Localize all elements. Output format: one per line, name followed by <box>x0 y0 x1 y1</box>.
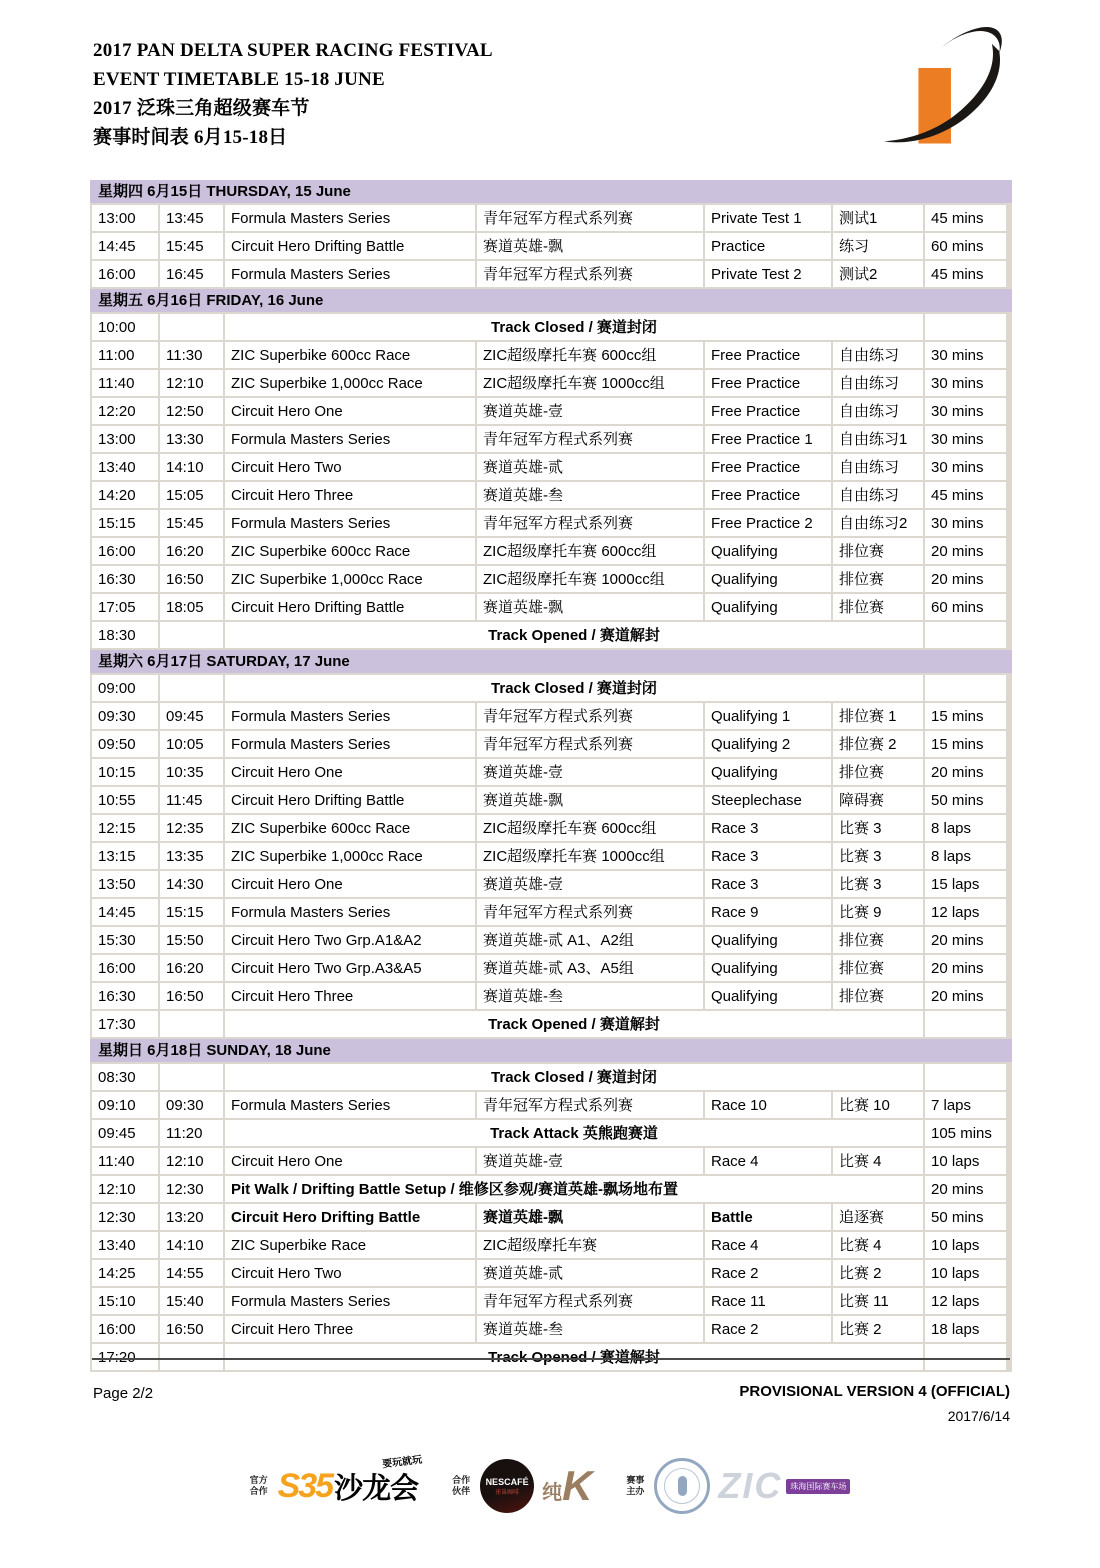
event-name-en: ZIC Superbike 1,000cc Race <box>225 370 475 396</box>
event-name-en: Formula Masters Series <box>225 1288 475 1314</box>
duration: 10 laps <box>925 1260 1006 1286</box>
end-time: 18:05 <box>160 594 223 620</box>
session-name-cn: 排位赛 <box>833 955 923 981</box>
event-name-cn: ZIC超级摩托车赛 <box>477 1232 703 1258</box>
event-name-cn: 赛道英雄-壹 <box>477 759 703 785</box>
start-time: 14:45 <box>92 233 158 259</box>
start-time: 12:10 <box>92 1176 158 1202</box>
end-time: 15:40 <box>160 1288 223 1314</box>
session-name-en: Race 9 <box>705 899 831 925</box>
session-name-en: Qualifying <box>705 759 831 785</box>
start-time: 13:15 <box>92 843 158 869</box>
event-name-cn: 青年冠军方程式系列赛 <box>477 510 703 536</box>
start-time: 09:30 <box>92 703 158 729</box>
session-name-en: Qualifying 2 <box>705 731 831 757</box>
duration <box>925 622 1006 648</box>
event-name-cn: 青年冠军方程式系列赛 <box>477 703 703 729</box>
event-name-cn: ZIC超级摩托车赛 600cc组 <box>477 815 703 841</box>
session-name-cn: 自由练习 <box>833 454 923 480</box>
event-name-en: Circuit Hero One <box>225 398 475 424</box>
start-time: 16:30 <box>92 566 158 592</box>
session-name-cn: 比赛 9 <box>833 899 923 925</box>
duration: 10 laps <box>925 1232 1006 1258</box>
event-name-cn: ZIC超级摩托车赛 1000cc组 <box>477 566 703 592</box>
start-time: 16:00 <box>92 261 158 287</box>
start-time: 13:40 <box>92 1232 158 1258</box>
event-name-cn: 青年冠军方程式系列赛 <box>477 261 703 287</box>
session-name-en: Qualifying <box>705 566 831 592</box>
session-name-cn: 比赛 3 <box>833 871 923 897</box>
start-time: 11:00 <box>92 342 158 368</box>
session-name-en: Private Test 1 <box>705 205 831 231</box>
duration: 45 mins <box>925 261 1006 287</box>
start-time: 14:45 <box>92 899 158 925</box>
event-name-cn: ZIC超级摩托车赛 1000cc组 <box>477 843 703 869</box>
event-name-en: ZIC Superbike 1,000cc Race <box>225 566 475 592</box>
session-name-en: Free Practice <box>705 370 831 396</box>
title-line-en-1: 2017 PAN DELTA SUPER RACING FESTIVAL <box>93 40 493 61</box>
organizer-label: 赛事主办 <box>626 1475 645 1496</box>
session-name-cn: 自由练习 <box>833 482 923 508</box>
session-name-en: Race 2 <box>705 1260 831 1286</box>
session-name-en: Free Practice 1 <box>705 426 831 452</box>
event-name-cn: 青年冠军方程式系列赛 <box>477 731 703 757</box>
duration: 20 mins <box>925 955 1006 981</box>
end-time: 12:10 <box>160 370 223 396</box>
title-line-cn-1: 2017 泛珠三角超级赛车节 <box>93 98 310 119</box>
session-name-cn: 障碍赛 <box>833 787 923 813</box>
event-name-cn: 赛道英雄-贰 <box>477 1260 703 1286</box>
event-name-en: Circuit Hero One <box>225 871 475 897</box>
end-time <box>160 622 223 648</box>
event-name-en: ZIC Superbike 1,000cc Race <box>225 843 475 869</box>
duration: 60 mins <box>925 594 1006 620</box>
document-title <box>93 36 493 152</box>
session-name-en: Practice <box>705 233 831 259</box>
event-name-cn: 赛道英雄-贰 A1、A2组 <box>477 927 703 953</box>
session-name-en: Private Test 2 <box>705 261 831 287</box>
end-time: 12:50 <box>160 398 223 424</box>
session-name-cn: 比赛 3 <box>833 843 923 869</box>
duration: 50 mins <box>925 787 1006 813</box>
event-name-en: ZIC Superbike 600cc Race <box>225 815 475 841</box>
event-name-en: Circuit Hero Drifting Battle <box>225 787 475 813</box>
start-time: 17:20 <box>92 1344 158 1370</box>
event-name-en: Circuit Hero Three <box>225 482 475 508</box>
zic-letters: ZIC <box>718 1465 783 1506</box>
end-time: 15:45 <box>160 510 223 536</box>
salon-name: 沙龙会 <box>334 1472 419 1505</box>
session-name-en: Race 3 <box>705 871 831 897</box>
session-name-cn: 排位赛 <box>833 927 923 953</box>
end-time <box>160 675 223 701</box>
duration: 20 mins <box>925 983 1006 1009</box>
event-name-cn: 赛道英雄-贰 <box>477 454 703 480</box>
event-name-en: Circuit Hero Drifting Battle <box>225 1204 475 1230</box>
duration: 30 mins <box>925 342 1006 368</box>
session-name-cn: 比赛 4 <box>833 1148 923 1174</box>
end-time: 13:35 <box>160 843 223 869</box>
end-time: 16:45 <box>160 261 223 287</box>
session-name-cn: 比赛 10 <box>833 1092 923 1118</box>
start-time: 09:00 <box>92 675 158 701</box>
duration: 20 mins <box>925 927 1006 953</box>
start-time: 13:00 <box>92 426 158 452</box>
start-time: 15:15 <box>92 510 158 536</box>
footer-divider <box>92 1358 1010 1360</box>
start-time: 16:30 <box>92 983 158 1009</box>
event-name-en: Circuit Hero Drifting Battle <box>225 594 475 620</box>
duration: 50 mins <box>925 1204 1006 1230</box>
zic-badge: 珠海国际赛车场 <box>786 1479 850 1494</box>
day-header: 星期五 6月16日 FRIDAY, 16 June <box>90 289 1012 312</box>
notice-text: Pit Walk / Drifting Battle Setup / 维修区参观/赛道英雄-飘场地布置 <box>225 1176 923 1202</box>
timetable <box>90 180 1012 1372</box>
session-name-en: Qualifying 1 <box>705 703 831 729</box>
official-partner-label: 官方合作 <box>249 1475 268 1496</box>
event-name-en: Circuit Hero Two <box>225 1260 475 1286</box>
event-name-cn: 青年冠军方程式系列赛 <box>477 1288 703 1314</box>
duration: 20 mins <box>925 566 1006 592</box>
end-time: 16:50 <box>160 566 223 592</box>
session-name-en: Free Practice <box>705 342 831 368</box>
duration: 30 mins <box>925 370 1006 396</box>
session-name-cn: 排位赛 <box>833 759 923 785</box>
start-time: 18:30 <box>92 622 158 648</box>
duration: 105 mins <box>925 1120 1006 1146</box>
duration <box>925 1064 1006 1090</box>
start-time: 10:55 <box>92 787 158 813</box>
session-name-en: Race 4 <box>705 1148 831 1174</box>
start-time: 12:15 <box>92 815 158 841</box>
duration: 45 mins <box>925 205 1006 231</box>
end-time: 16:50 <box>160 1316 223 1342</box>
start-time: 14:20 <box>92 482 158 508</box>
event-name-cn: ZIC超级摩托车赛 600cc组 <box>477 538 703 564</box>
end-time: 16:20 <box>160 955 223 981</box>
session-name-en: Race 3 <box>705 843 831 869</box>
end-time <box>160 1064 223 1090</box>
duration <box>925 1344 1006 1370</box>
event-name-cn: 赛道英雄-飘 <box>477 787 703 813</box>
end-time: 14:30 <box>160 871 223 897</box>
event-name-cn: 青年冠军方程式系列赛 <box>477 899 703 925</box>
session-name-en: Qualifying <box>705 927 831 953</box>
event-name-cn: ZIC超级摩托车赛 600cc组 <box>477 342 703 368</box>
session-name-cn: 自由练习 <box>833 398 923 424</box>
event-name-en: Formula Masters Series <box>225 261 475 287</box>
session-name-en: Race 11 <box>705 1288 831 1314</box>
session-name-en: Qualifying <box>705 955 831 981</box>
event-name-en: Formula Masters Series <box>225 426 475 452</box>
end-time: 10:35 <box>160 759 223 785</box>
s35-logo-icon: S35 <box>277 1466 333 1505</box>
session-name-en: Battle <box>705 1204 831 1230</box>
end-time: 13:20 <box>160 1204 223 1230</box>
event-name-cn: 赛道英雄-叁 <box>477 983 703 1009</box>
version-label: PROVISIONAL VERSION 4 (OFFICIAL) <box>739 1383 1010 1400</box>
event-name-cn: 赛道英雄-壹 <box>477 871 703 897</box>
start-time: 17:30 <box>92 1011 158 1037</box>
partner-label: 合作伙伴 <box>452 1475 471 1496</box>
duration: 30 mins <box>925 398 1006 424</box>
start-time: 16:00 <box>92 538 158 564</box>
duration: 7 laps <box>925 1092 1006 1118</box>
day-rows <box>90 1062 1012 1372</box>
duration: 12 laps <box>925 899 1006 925</box>
start-time: 09:50 <box>92 731 158 757</box>
event-name-en: Formula Masters Series <box>225 731 475 757</box>
notice-text: Track Closed / 赛道封闭 <box>225 1064 923 1090</box>
event-name-en: Formula Masters Series <box>225 205 475 231</box>
end-time: 15:50 <box>160 927 223 953</box>
start-time: 10:15 <box>92 759 158 785</box>
session-name-en: Steeplechase <box>705 787 831 813</box>
event-name-cn: ZIC超级摩托车赛 1000cc组 <box>477 370 703 396</box>
start-time: 12:30 <box>92 1204 158 1230</box>
session-name-en: Race 3 <box>705 815 831 841</box>
organizer-emblem-icon <box>654 1458 710 1514</box>
duration: 30 mins <box>925 510 1006 536</box>
start-time: 16:00 <box>92 1316 158 1342</box>
event-name-en: Circuit Hero One <box>225 759 475 785</box>
end-time: 12:35 <box>160 815 223 841</box>
end-time: 11:20 <box>160 1120 223 1146</box>
session-name-cn: 排位赛 1 <box>833 703 923 729</box>
start-time: 11:40 <box>92 1148 158 1174</box>
session-name-cn: 练习 <box>833 233 923 259</box>
event-name-en: ZIC Superbike 600cc Race <box>225 342 475 368</box>
start-time: 10:00 <box>92 314 158 340</box>
start-time: 14:25 <box>92 1260 158 1286</box>
notice-text: Track Opened / 赛道解封 <box>225 1011 923 1037</box>
session-name-en: Free Practice <box>705 482 831 508</box>
duration: 18 laps <box>925 1316 1006 1342</box>
duration: 8 laps <box>925 843 1006 869</box>
session-name-cn: 排位赛 <box>833 594 923 620</box>
title-line-cn-2: 赛事时间表 6月15-18日 <box>93 127 288 148</box>
end-time: 16:20 <box>160 538 223 564</box>
notice-text: Track Closed / 赛道封闭 <box>225 314 923 340</box>
salon-tagline: 要玩就玩 <box>381 1454 423 1470</box>
duration: 30 mins <box>925 454 1006 480</box>
duration: 15 laps <box>925 871 1006 897</box>
duration: 20 mins <box>925 538 1006 564</box>
end-time: 13:45 <box>160 205 223 231</box>
session-name-cn: 比赛 3 <box>833 815 923 841</box>
event-name-en: Circuit Hero Three <box>225 1316 475 1342</box>
session-name-cn: 测试2 <box>833 261 923 287</box>
session-name-cn: 测试1 <box>833 205 923 231</box>
sponsor-strip <box>0 1454 1100 1514</box>
session-name-cn: 自由练习1 <box>833 426 923 452</box>
session-name-en: Qualifying <box>705 983 831 1009</box>
day-header: 星期六 6月17日 SATURDAY, 17 June <box>90 650 1012 673</box>
duration <box>925 1011 1006 1037</box>
title-line-en-2: EVENT TIMETABLE 15-18 JUNE <box>93 69 385 90</box>
event-name-cn: 青年冠军方程式系列赛 <box>477 205 703 231</box>
event-name-en: Formula Masters Series <box>225 1092 475 1118</box>
session-name-cn: 自由练习 <box>833 342 923 368</box>
end-time: 12:10 <box>160 1148 223 1174</box>
event-name-en: Formula Masters Series <box>225 899 475 925</box>
start-time: 17:05 <box>92 594 158 620</box>
day-header: 星期四 6月15日 THURSDAY, 15 June <box>90 180 1012 203</box>
version-date: 2017/6/14 <box>947 1408 1010 1424</box>
session-name-cn: 排位赛 <box>833 566 923 592</box>
end-time: 10:05 <box>160 731 223 757</box>
start-time: 15:30 <box>92 927 158 953</box>
event-name-en: Circuit Hero Two Grp.A3&A5 <box>225 955 475 981</box>
pan-delta-logo-icon <box>882 26 1022 154</box>
sponsor-group-partners <box>452 1459 592 1513</box>
session-name-cn: 排位赛 2 <box>833 731 923 757</box>
session-name-en: Free Practice <box>705 398 831 424</box>
session-name-cn: 比赛 11 <box>833 1288 923 1314</box>
event-name-cn: 青年冠军方程式系列赛 <box>477 1092 703 1118</box>
duration: 20 mins <box>925 759 1006 785</box>
end-time: 14:55 <box>160 1260 223 1286</box>
end-time: 09:45 <box>160 703 223 729</box>
start-time: 09:10 <box>92 1092 158 1118</box>
end-time: 12:30 <box>160 1176 223 1202</box>
duration: 45 mins <box>925 482 1006 508</box>
end-time <box>160 314 223 340</box>
end-time <box>160 1011 223 1037</box>
end-time: 11:30 <box>160 342 223 368</box>
event-name-en: Circuit Hero Three <box>225 983 475 1009</box>
event-name-en: Circuit Hero Drifting Battle <box>225 233 475 259</box>
event-name-en: Formula Masters Series <box>225 703 475 729</box>
duration <box>925 314 1006 340</box>
end-time: 15:15 <box>160 899 223 925</box>
start-time: 13:00 <box>92 205 158 231</box>
session-name-en: Qualifying <box>705 538 831 564</box>
event-name-cn: 赛道英雄-飘 <box>477 1204 703 1230</box>
event-name-cn: 赛道英雄-壹 <box>477 398 703 424</box>
event-name-en: Circuit Hero Two Grp.A1&A2 <box>225 927 475 953</box>
start-time: 12:20 <box>92 398 158 424</box>
start-time: 11:40 <box>92 370 158 396</box>
start-time: 15:10 <box>92 1288 158 1314</box>
start-time: 09:45 <box>92 1120 158 1146</box>
end-time: 13:30 <box>160 426 223 452</box>
duration: 8 laps <box>925 815 1006 841</box>
event-name-cn: 赛道英雄-飘 <box>477 594 703 620</box>
session-name-en: Free Practice <box>705 454 831 480</box>
day-rows <box>90 673 1012 1039</box>
event-name-cn: 赛道英雄-贰 A3、A5组 <box>477 955 703 981</box>
end-time: 11:45 <box>160 787 223 813</box>
duration: 30 mins <box>925 426 1006 452</box>
start-time: 08:30 <box>92 1064 158 1090</box>
duration: 10 laps <box>925 1148 1006 1174</box>
session-name-cn: 比赛 2 <box>833 1260 923 1286</box>
event-name-en: Formula Masters Series <box>225 510 475 536</box>
session-name-en: Qualifying <box>705 594 831 620</box>
sponsor-group-official <box>249 1454 423 1507</box>
event-name-cn: 赛道英雄-飘 <box>477 233 703 259</box>
duration: 20 mins <box>925 1176 1006 1202</box>
notice-text: Track Closed / 赛道封闭 <box>225 675 923 701</box>
end-time: 09:30 <box>160 1092 223 1118</box>
event-name-cn: 赛道英雄-壹 <box>477 1148 703 1174</box>
duration: 15 mins <box>925 731 1006 757</box>
event-name-en: Circuit Hero Two <box>225 454 475 480</box>
start-time: 16:00 <box>92 955 158 981</box>
chun-k-logo-icon: 纯 K <box>542 1462 593 1509</box>
end-time <box>160 1344 223 1370</box>
event-name-en: ZIC Superbike 600cc Race <box>225 538 475 564</box>
duration: 60 mins <box>925 233 1006 259</box>
event-name-en: ZIC Superbike Race <box>225 1232 475 1258</box>
day-rows <box>90 312 1012 650</box>
nescafe-logo-icon: NESCAFÉ 雀巢咖啡 <box>480 1459 534 1513</box>
duration <box>925 675 1006 701</box>
notice-text: Track Attack 英熊跑赛道 <box>225 1120 923 1146</box>
session-name-cn: 排位赛 <box>833 983 923 1009</box>
day-header: 星期日 6月18日 SUNDAY, 18 June <box>90 1039 1012 1062</box>
duration: 12 laps <box>925 1288 1006 1314</box>
event-name-cn: 赛道英雄-叁 <box>477 482 703 508</box>
session-name-cn: 比赛 2 <box>833 1316 923 1342</box>
session-name-cn: 自由练习 <box>833 370 923 396</box>
session-name-en: Race 4 <box>705 1232 831 1258</box>
session-name-cn: 自由练习2 <box>833 510 923 536</box>
session-name-cn: 排位赛 <box>833 538 923 564</box>
end-time: 14:10 <box>160 454 223 480</box>
end-time: 15:45 <box>160 233 223 259</box>
duration: 15 mins <box>925 703 1006 729</box>
start-time: 13:40 <box>92 454 158 480</box>
session-name-en: Free Practice 2 <box>705 510 831 536</box>
event-name-en: Circuit Hero One <box>225 1148 475 1174</box>
zic-logo <box>718 1465 850 1507</box>
event-name-cn: 青年冠军方程式系列赛 <box>477 426 703 452</box>
sponsor-group-organizer <box>626 1458 850 1514</box>
event-name-cn: 赛道英雄-叁 <box>477 1316 703 1342</box>
session-name-en: Race 10 <box>705 1092 831 1118</box>
end-time: 14:10 <box>160 1232 223 1258</box>
notice-text: Track Opened / 赛道解封 <box>225 1344 923 1370</box>
end-time: 16:50 <box>160 983 223 1009</box>
start-time: 13:50 <box>92 871 158 897</box>
end-time: 15:05 <box>160 482 223 508</box>
day-rows <box>90 203 1012 289</box>
session-name-cn: 追逐赛 <box>833 1204 923 1230</box>
s35-salon-logo <box>277 1454 423 1507</box>
session-name-cn: 比赛 4 <box>833 1232 923 1258</box>
notice-text: Track Opened / 赛道解封 <box>225 622 923 648</box>
page-number: Page 2/2 <box>93 1385 154 1402</box>
session-name-en: Race 2 <box>705 1316 831 1342</box>
